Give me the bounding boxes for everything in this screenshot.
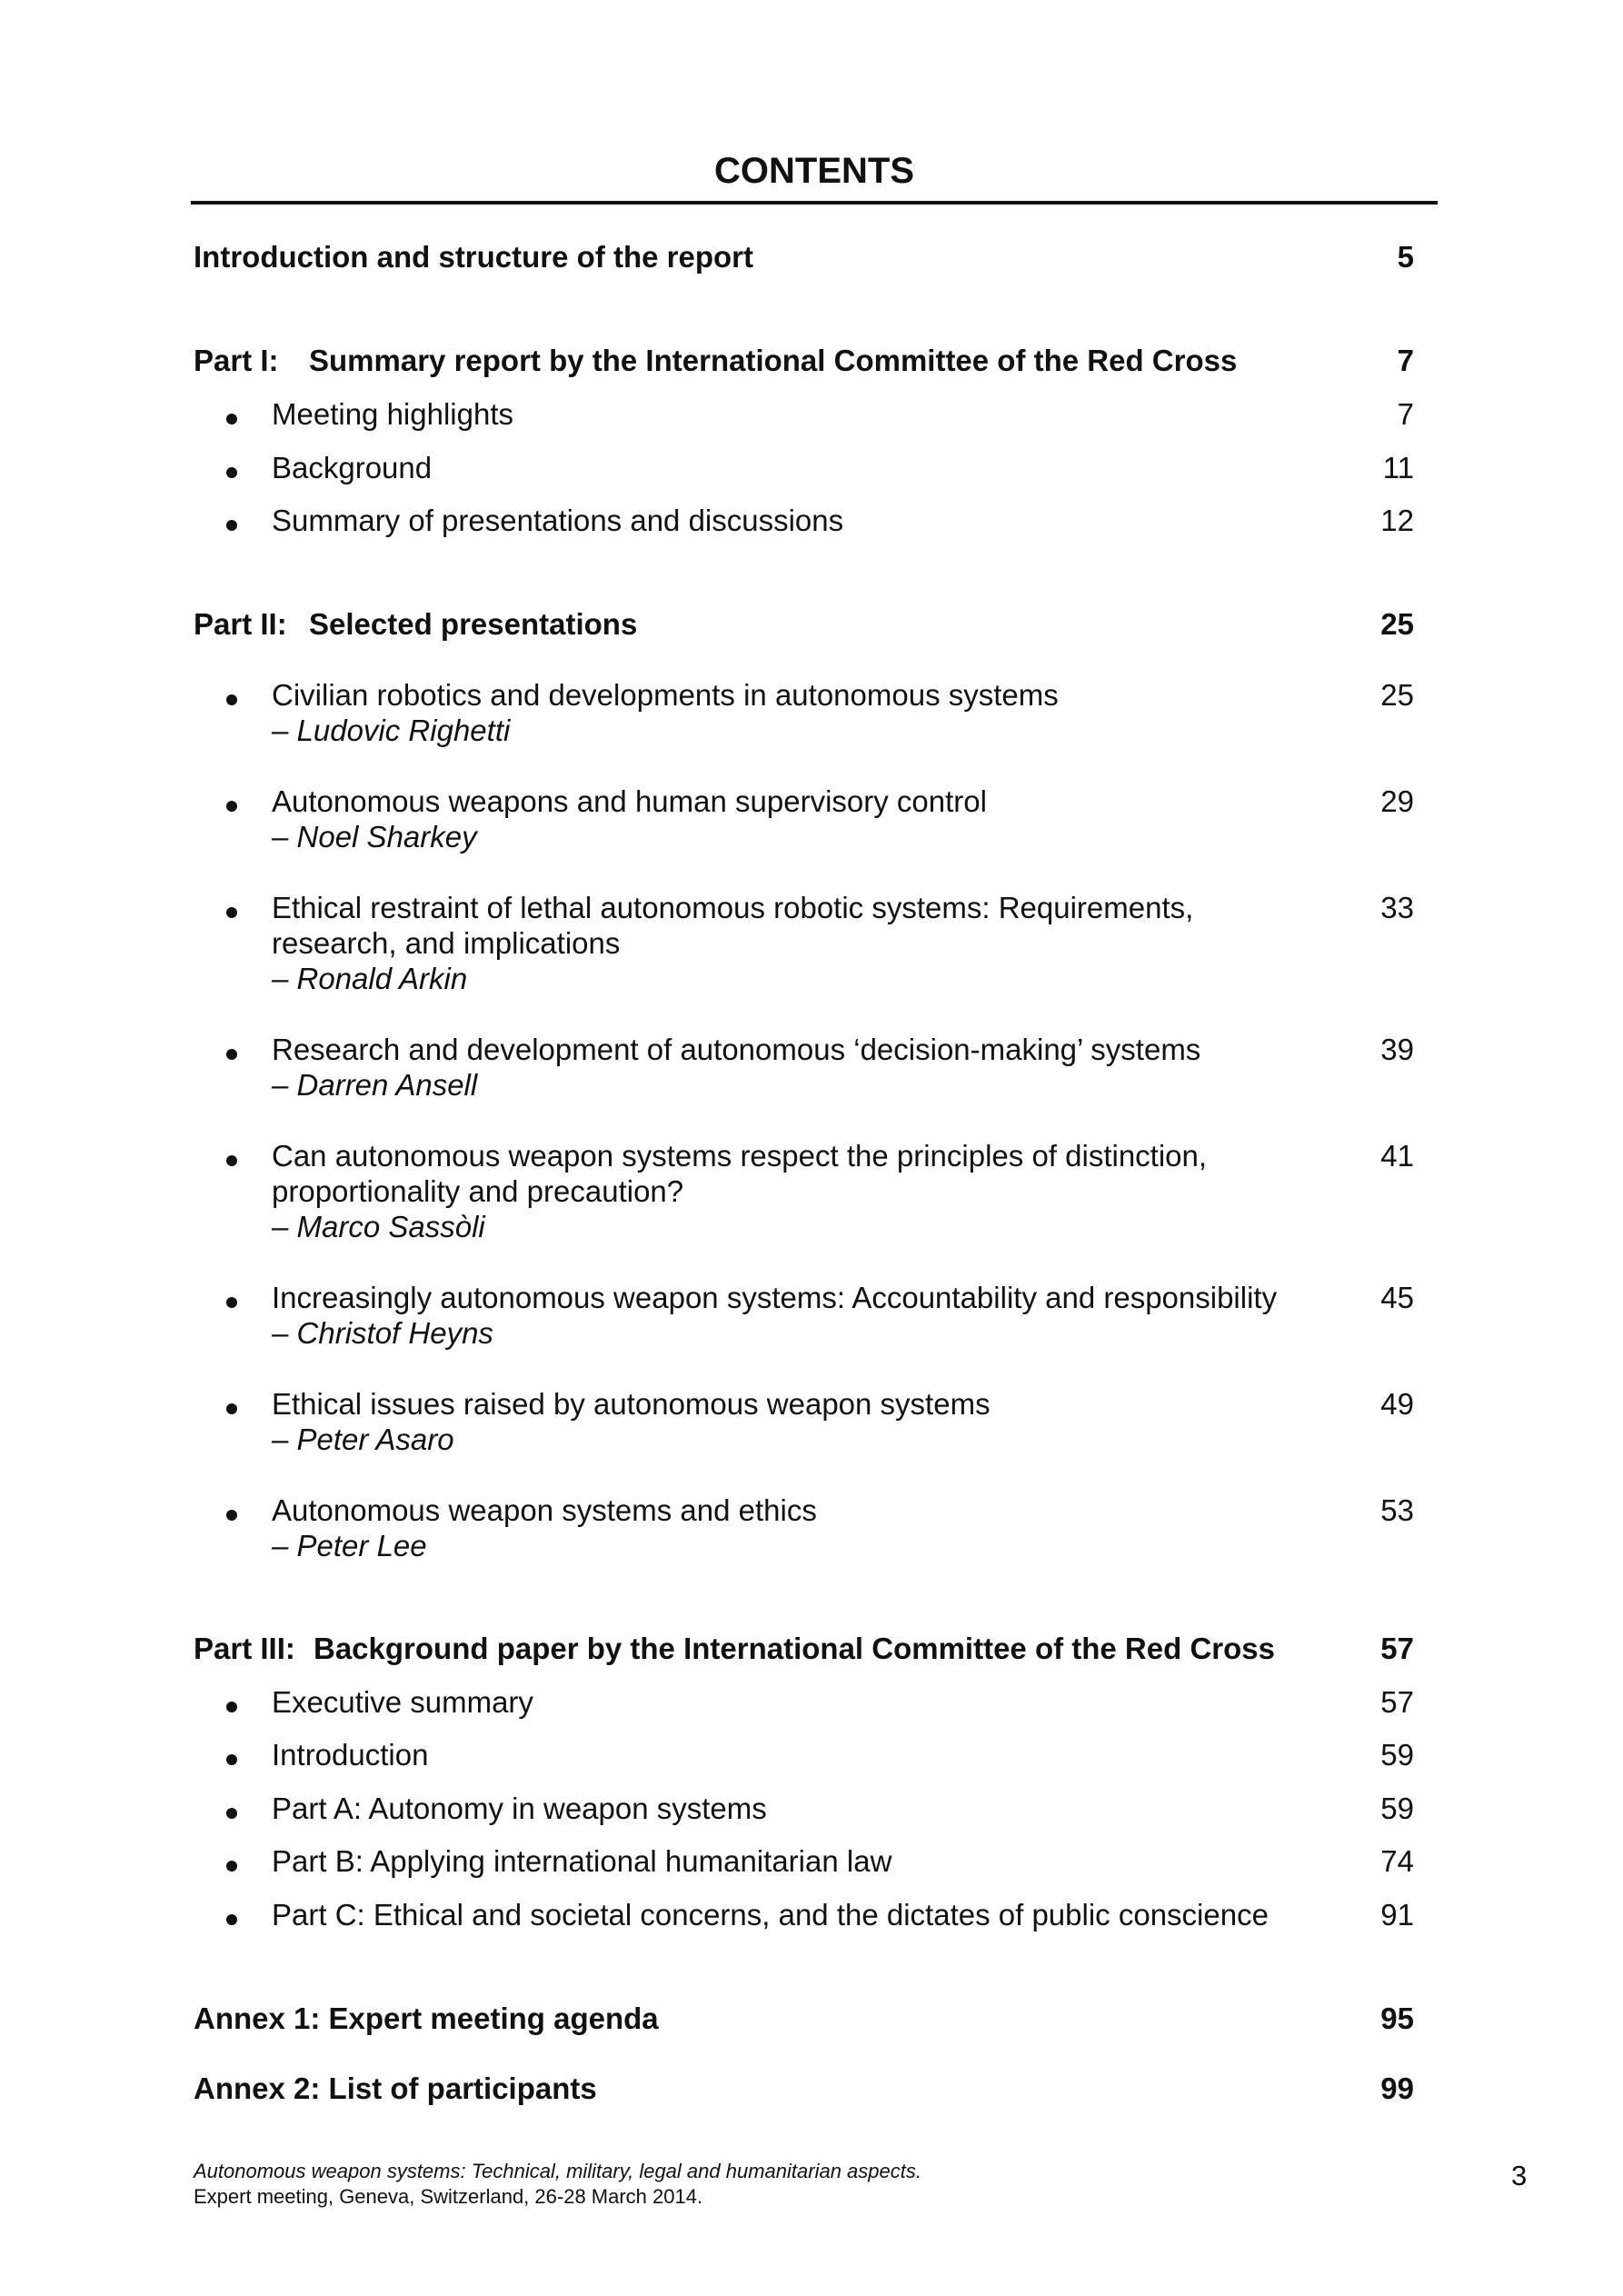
title-rule — [191, 201, 1438, 205]
toc-part1-item-3-page: 12 — [1380, 504, 1414, 537]
toc-part2-number: Part II: — [194, 607, 287, 641]
toc-part2-item-4-page: 39 — [1380, 1033, 1414, 1066]
toc-part2-item-7-page: 49 — [1380, 1387, 1414, 1421]
toc-part2-item-8[interactable]: Autonomous weapon systems and ethics — [272, 1493, 817, 1527]
toc-part3-item-1[interactable]: Executive summary — [272, 1685, 533, 1719]
toc-part3-item-4[interactable]: Part B: Applying international humanitarian law — [272, 1844, 892, 1878]
toc-part2-item-4-author: – Darren Ansell — [272, 1068, 478, 1102]
bullet — [226, 520, 237, 531]
bullet — [226, 907, 237, 918]
toc-part2-item-8-page: 53 — [1380, 1493, 1414, 1527]
toc-part2-item-2-author: – Noel Sharkey — [272, 820, 477, 854]
toc-part3-number: Part III: — [194, 1632, 295, 1665]
toc-part2-item-1-page: 25 — [1380, 678, 1414, 712]
footer-page-number: 3 — [1511, 2160, 1528, 2191]
bullet — [226, 801, 237, 812]
bullet — [226, 1297, 237, 1308]
bullet — [226, 1155, 237, 1166]
toc-part2-item-5-author: – Marco Sassòli — [272, 1210, 485, 1243]
bullet — [226, 694, 237, 705]
toc-part2-item-3-line2: research, and implications — [272, 926, 621, 960]
footer-meeting-info: Expert meeting, Geneva, Switzerland, 26-28 March 2014. — [194, 2185, 703, 2208]
toc-annex1-label[interactable]: Annex 1: Expert meeting agenda — [194, 2002, 659, 2035]
bullet — [226, 1702, 237, 1712]
toc-part2-item-3-page: 33 — [1380, 891, 1414, 924]
toc-part2-item-5-page: 41 — [1380, 1139, 1414, 1173]
toc-intro-label[interactable]: Introduction and structure of the report — [194, 240, 753, 274]
toc-annex2-page: 99 — [1380, 2071, 1414, 2105]
bullet — [226, 414, 237, 424]
toc-part1-page: 7 — [1397, 344, 1414, 377]
toc-part2-title[interactable]: Selected presentations — [309, 607, 638, 641]
contents-title: CONTENTS — [714, 151, 914, 191]
bullet — [226, 1808, 237, 1819]
toc-part1-item-2-page: 11 — [1382, 451, 1414, 484]
toc-part2-item-2[interactable]: Autonomous weapons and human supervisory control — [272, 784, 987, 818]
bullet — [226, 1861, 237, 1872]
toc-part2-item-5-line2: proportionality and precaution? — [272, 1174, 684, 1208]
bullet — [226, 1914, 237, 1925]
bullet — [226, 1403, 237, 1414]
toc-part2-item-1[interactable]: Civilian robotics and developments in autonomous systems — [272, 678, 1059, 712]
toc-part3-item-3[interactable]: Part A: Autonomy in weapon systems — [272, 1792, 767, 1825]
toc-part2-item-6-author: – Christof Heyns — [272, 1316, 493, 1350]
bullet — [226, 1049, 237, 1060]
bullet — [226, 1510, 237, 1521]
toc-part2-item-6-page: 45 — [1380, 1281, 1414, 1314]
toc-intro-page: 5 — [1397, 240, 1414, 274]
toc-part3-item-1-page: 57 — [1380, 1685, 1414, 1719]
toc-part3-item-3-page: 59 — [1380, 1792, 1414, 1825]
toc-part2-item-3-author: – Ronald Arkin — [272, 962, 468, 995]
toc-part2-item-7[interactable]: Ethical issues raised by autonomous weapon systems — [272, 1387, 991, 1421]
toc-part3-item-5-page: 91 — [1380, 1898, 1414, 1932]
bullet — [226, 467, 237, 478]
toc-part2-item-5[interactable]: Can autonomous weapon systems respect the principles of distinction, — [272, 1139, 1208, 1173]
toc-part2-page: 25 — [1380, 607, 1414, 641]
toc-part1-item-2[interactable]: Background — [272, 451, 433, 484]
toc-part2-item-1-author: – Ludovic Righetti — [272, 714, 511, 747]
toc-part2-item-4[interactable]: Research and development of autonomous ‘decision-making’ systems — [272, 1033, 1201, 1066]
toc-part2-item-8-author: – Peter Lee — [272, 1529, 427, 1562]
toc-part3-title[interactable]: Background paper by the International Committee of the Red Cross — [314, 1632, 1275, 1665]
toc-part3-page: 57 — [1380, 1632, 1414, 1665]
toc-part1-item-1[interactable]: Meeting highlights — [272, 397, 513, 431]
toc-part3-item-2-page: 59 — [1380, 1738, 1414, 1772]
toc-annex2-label[interactable]: Annex 2: List of participants — [194, 2071, 597, 2105]
toc-part3-item-5[interactable]: Part C: Ethical and societal concerns, and the dictates of public conscience — [272, 1898, 1269, 1932]
toc-part3-item-2[interactable]: Introduction — [272, 1738, 429, 1772]
toc-part2-item-6[interactable]: Increasingly autonomous weapon systems: Accountability and responsibility — [272, 1281, 1278, 1314]
toc-part1-item-1-page: 7 — [1397, 397, 1414, 431]
toc-part3-item-4-page: 74 — [1380, 1844, 1414, 1878]
toc-part1-number: Part I: — [194, 344, 279, 377]
toc-part1-title[interactable]: Summary report by the International Committee of the Red Cross — [309, 344, 1238, 377]
footer-publication-title: Autonomous weapon systems: Technical, military, legal and humanitarian aspects. — [194, 2160, 921, 2182]
toc-part2-item-7-author: – Peter Asaro — [272, 1423, 454, 1456]
toc-annex1-page: 95 — [1380, 2002, 1414, 2035]
bullet — [226, 1754, 237, 1765]
toc-part2-item-3[interactable]: Ethical restraint of lethal autonomous robotic systems: Requirements, — [272, 891, 1194, 924]
toc-part2-item-2-page: 29 — [1380, 784, 1414, 818]
toc-part1-item-3[interactable]: Summary of presentations and discussions — [272, 504, 844, 537]
